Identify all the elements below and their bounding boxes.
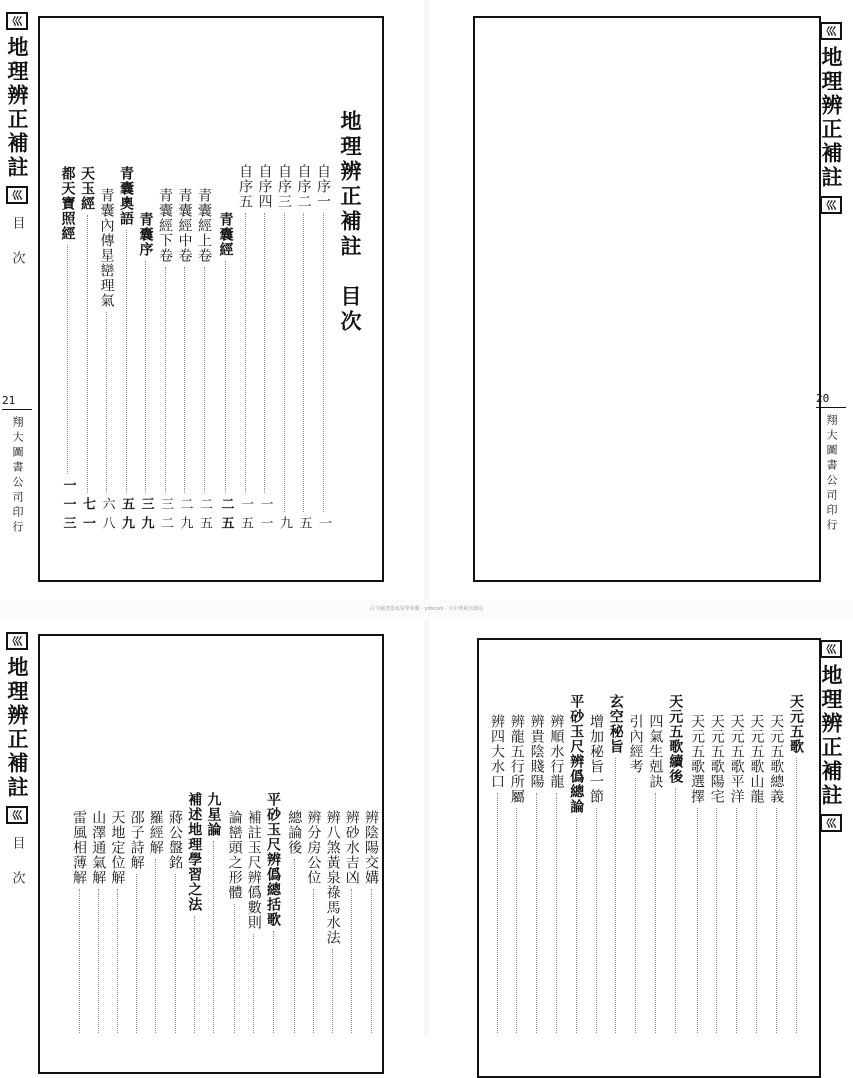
toc-entry-label: 蔣公盤銘 (167, 810, 183, 870)
toc-entry-label: 總論後 (286, 810, 303, 855)
toc-entry-page: 二五 (197, 497, 212, 535)
leader-dots (145, 261, 146, 493)
publisher-logo: 巛 (6, 632, 28, 650)
toc-entry-label: 辨砂水吉凶 (343, 810, 360, 885)
toc-entry (547, 714, 565, 1037)
leader-dots (556, 793, 557, 1033)
leader-dots (294, 859, 295, 1033)
leader-dots (284, 213, 285, 512)
leader-dots (536, 793, 537, 1033)
toc-entry (156, 188, 174, 535)
toc-entry (488, 714, 506, 1037)
page-20 (429, 0, 853, 600)
book-title: 地理辨正補註 (5, 36, 30, 180)
toc-entry (688, 714, 706, 1037)
toc-entry-label: 辨龍五行所屬 (508, 714, 525, 804)
toc-entry-label: 自序四 (256, 164, 273, 209)
leader-dots (776, 808, 777, 1033)
side-strip (2, 632, 32, 906)
toc-entry (176, 188, 194, 535)
toc-entry-label: 青囊奧語 (118, 166, 134, 226)
publisher-logo: 巛 (820, 196, 842, 214)
toc-entry (508, 714, 526, 1037)
leader-dots (67, 245, 68, 474)
toc-entry (59, 166, 77, 535)
toc-entry (295, 164, 313, 535)
toc-entry-label: 增加秘旨一節 (588, 714, 604, 804)
leader-dots (716, 808, 717, 1033)
toc-entry-label: 天元五歌平洋 (728, 714, 745, 804)
toc-entry-label: 青囊經中卷 (176, 188, 193, 263)
leader-dots (796, 758, 797, 1033)
toc-entry (528, 714, 546, 1037)
toc-entry (708, 714, 726, 1037)
toc-entry (195, 188, 213, 535)
publisher-logo: 巛 (820, 22, 842, 40)
side-strip (2, 12, 32, 536)
toc-entry-page: 九 (277, 516, 292, 535)
leader-dots (615, 758, 616, 1033)
toc-entry-page: 七一 (80, 497, 95, 535)
toc-entry (264, 792, 282, 1037)
toc-entry-label: 天元五歌總義 (768, 714, 785, 804)
leader-dots (165, 267, 166, 493)
toc-entry-page: 一一 (257, 497, 273, 535)
toc-entry-label: 都天寶照經 (59, 166, 76, 241)
leader-dots (332, 949, 333, 1033)
toc-entry-page: 六八 (99, 497, 115, 535)
toc-entry-label: 自序五 (237, 164, 253, 209)
toc-entry-label: 辨陰陽交媾 (363, 810, 379, 885)
toc-entry (204, 792, 222, 1037)
toc-entry-label: 論巒頭之形體 (226, 810, 243, 900)
leader-dots (756, 808, 757, 1033)
leader-dots (635, 778, 636, 1033)
leader-dots (126, 230, 127, 493)
toc-entry-label: 辨四大水口 (489, 714, 505, 789)
leader-dots (576, 818, 577, 1033)
toc-entry (137, 212, 155, 535)
toc-entry-label: 羅經解 (147, 810, 164, 855)
leader-dots (596, 808, 597, 1033)
toc-entry-label: 自序三 (276, 164, 292, 209)
toc-entry-label: 四氣生剋訣 (647, 714, 664, 789)
toc-entry-page: 三二 (158, 497, 173, 535)
toc-entry (728, 714, 746, 1037)
leader-dots (204, 267, 205, 493)
toc-entry (89, 810, 107, 1037)
toc-entry-page: 三九 (138, 497, 154, 535)
scan-watermark-note: 古今圖書集成易學象數 · ydscool · 大中華風水網站 (0, 600, 853, 618)
side-strip (816, 22, 846, 534)
leader-dots (106, 312, 107, 493)
toc-entry (78, 166, 96, 535)
toc-entry (314, 164, 332, 535)
leader-dots (253, 934, 254, 1033)
toc-entry-label: 九星論 (205, 792, 222, 837)
publisher-logo: 巛 (6, 12, 28, 30)
publisher-logo: 巛 (820, 640, 842, 658)
toc-entry-label: 辨分房公位 (305, 810, 322, 885)
leader-dots (264, 213, 265, 493)
toc-entry-label: 天地定位解 (109, 810, 126, 885)
toc-entry (70, 810, 88, 1037)
toc-entry (607, 694, 625, 1037)
publisher-name: 翔大圖書公司印行 (825, 414, 838, 534)
leader-dots (516, 808, 517, 1033)
toc-entry-label: 辨順水行龍 (548, 714, 565, 789)
toc-entry-page: 一五 (238, 497, 253, 535)
toc-entry-label: 平砂玉尺辨僞總括歌 (265, 792, 281, 927)
toc-entry-page: 五九 (119, 497, 134, 535)
leader-dots (497, 793, 498, 1033)
leader-dots (98, 889, 99, 1033)
toc-entry-label: 辨八煞黃泉祿馬水法 (324, 810, 341, 945)
toc-entry (285, 810, 303, 1037)
toc-entry-label: 平砂玉尺辨僞總論 (568, 694, 585, 814)
book-title: 地理辨正補註 (819, 664, 844, 808)
toc-entry-label: 補述地理學習之法 (186, 792, 203, 912)
publisher-logo: 巛 (6, 186, 28, 204)
toc-entry (324, 810, 342, 1037)
leader-dots (323, 213, 324, 512)
toc-entry (236, 164, 254, 535)
leader-dots (675, 788, 676, 1033)
toc-title: 地理辨正補註 目次 (338, 110, 363, 335)
toc-entry-label: 山澤通氣解 (90, 810, 107, 885)
toc-entry (362, 810, 380, 1037)
toc-entry-label: 補註玉尺辨僞數則 (245, 810, 262, 930)
toc-entry (185, 792, 203, 1037)
toc-entry-label: 邵子詩解 (128, 810, 145, 870)
toc-entry (747, 714, 765, 1037)
toc-entry-label: 青囊經上卷 (196, 188, 212, 263)
toc-entry-label: 引內經考 (627, 714, 644, 774)
toc-entry-label: 玄空秘旨 (607, 694, 624, 754)
leader-dots (655, 793, 656, 1033)
leader-dots (303, 213, 304, 512)
toc-entry-label: 自序二 (295, 164, 312, 209)
leader-dots (313, 889, 314, 1033)
toc-entry (217, 212, 235, 535)
toc-entry-label: 天玉經 (79, 166, 95, 211)
toc-entry (128, 810, 146, 1037)
side-strip (816, 640, 846, 832)
toc-entry-page: 五 (296, 516, 312, 535)
toc-entry (108, 810, 126, 1037)
leader-dots (184, 267, 185, 493)
toc-entry (256, 164, 274, 535)
leader-dots (371, 889, 372, 1033)
publisher-logo: 巛 (820, 814, 842, 832)
publisher-logo: 巛 (6, 806, 28, 824)
toc-entry (304, 810, 322, 1037)
leader-dots (155, 859, 156, 1033)
leader-dots (273, 931, 274, 1033)
leader-dots (245, 213, 246, 493)
page-contents-left (0, 618, 424, 1037)
leader-dots (213, 841, 214, 1033)
toc-entry-label: 天元五歌山龍 (748, 714, 765, 804)
toc-entry-label: 青囊經 (217, 212, 234, 257)
toc-entry-label: 自序一 (315, 164, 331, 209)
publisher-name: 翔大圖書公司印行 (11, 416, 24, 536)
book-title: 地理辨正補註 (819, 46, 844, 190)
section-label: 目次 (9, 836, 25, 906)
page-number: 20 (816, 392, 846, 408)
toc-entry-page: 一 (316, 516, 331, 535)
toc-entry-label: 青囊內傳星巒理氣 (98, 188, 115, 308)
toc-entry (166, 810, 184, 1037)
toc-entry (666, 694, 684, 1037)
leader-dots (117, 889, 118, 1033)
toc-entry-page: 一一三 (60, 478, 76, 535)
toc-entry-label: 天元五歌陽宅 (708, 714, 725, 804)
toc-entry (245, 810, 263, 1037)
page-number: 21 (2, 394, 32, 410)
leader-dots (225, 261, 226, 493)
leader-dots (351, 889, 352, 1033)
page-frame (473, 16, 821, 582)
toc-entry-label: 天元五歌續後 (667, 694, 684, 784)
leader-dots (736, 808, 737, 1033)
toc-entry (787, 694, 805, 1037)
toc-entry (147, 810, 165, 1037)
book-title: 地理辨正補註 (5, 656, 30, 800)
toc-entry-label: 雷風相薄解 (71, 810, 87, 885)
leader-dots (79, 889, 80, 1033)
toc-entry (587, 714, 605, 1037)
toc-entry (98, 188, 116, 535)
leader-dots (697, 808, 698, 1033)
leader-dots (234, 904, 235, 1033)
section-label: 目次 (9, 216, 25, 286)
toc-entry-label: 青囊經下卷 (157, 188, 173, 263)
page-contents-right (429, 618, 853, 1037)
toc-entry (226, 810, 244, 1037)
toc-entry-label: 天元五歌 (788, 694, 804, 754)
toc-entry (627, 714, 645, 1037)
toc-entry (275, 164, 293, 535)
toc-entry-label: 青囊序 (137, 212, 154, 257)
toc-entry (767, 714, 785, 1037)
bottom-spread (0, 618, 853, 1037)
leader-dots (87, 215, 88, 493)
toc-entry (343, 810, 361, 1037)
toc-entry (646, 714, 664, 1037)
toc-entry-label: 辨貴陰賤陽 (528, 714, 545, 789)
leader-dots (175, 874, 176, 1033)
toc-entry (567, 694, 585, 1037)
leader-dots (136, 874, 137, 1033)
page-21 (0, 0, 424, 600)
toc-entry-page: 二九 (177, 497, 193, 535)
toc-entry-label: 天元五歌選擇 (689, 714, 705, 804)
toc-entry (117, 166, 135, 535)
toc-entry-page: 二五 (218, 497, 234, 535)
leader-dots (194, 916, 195, 1033)
